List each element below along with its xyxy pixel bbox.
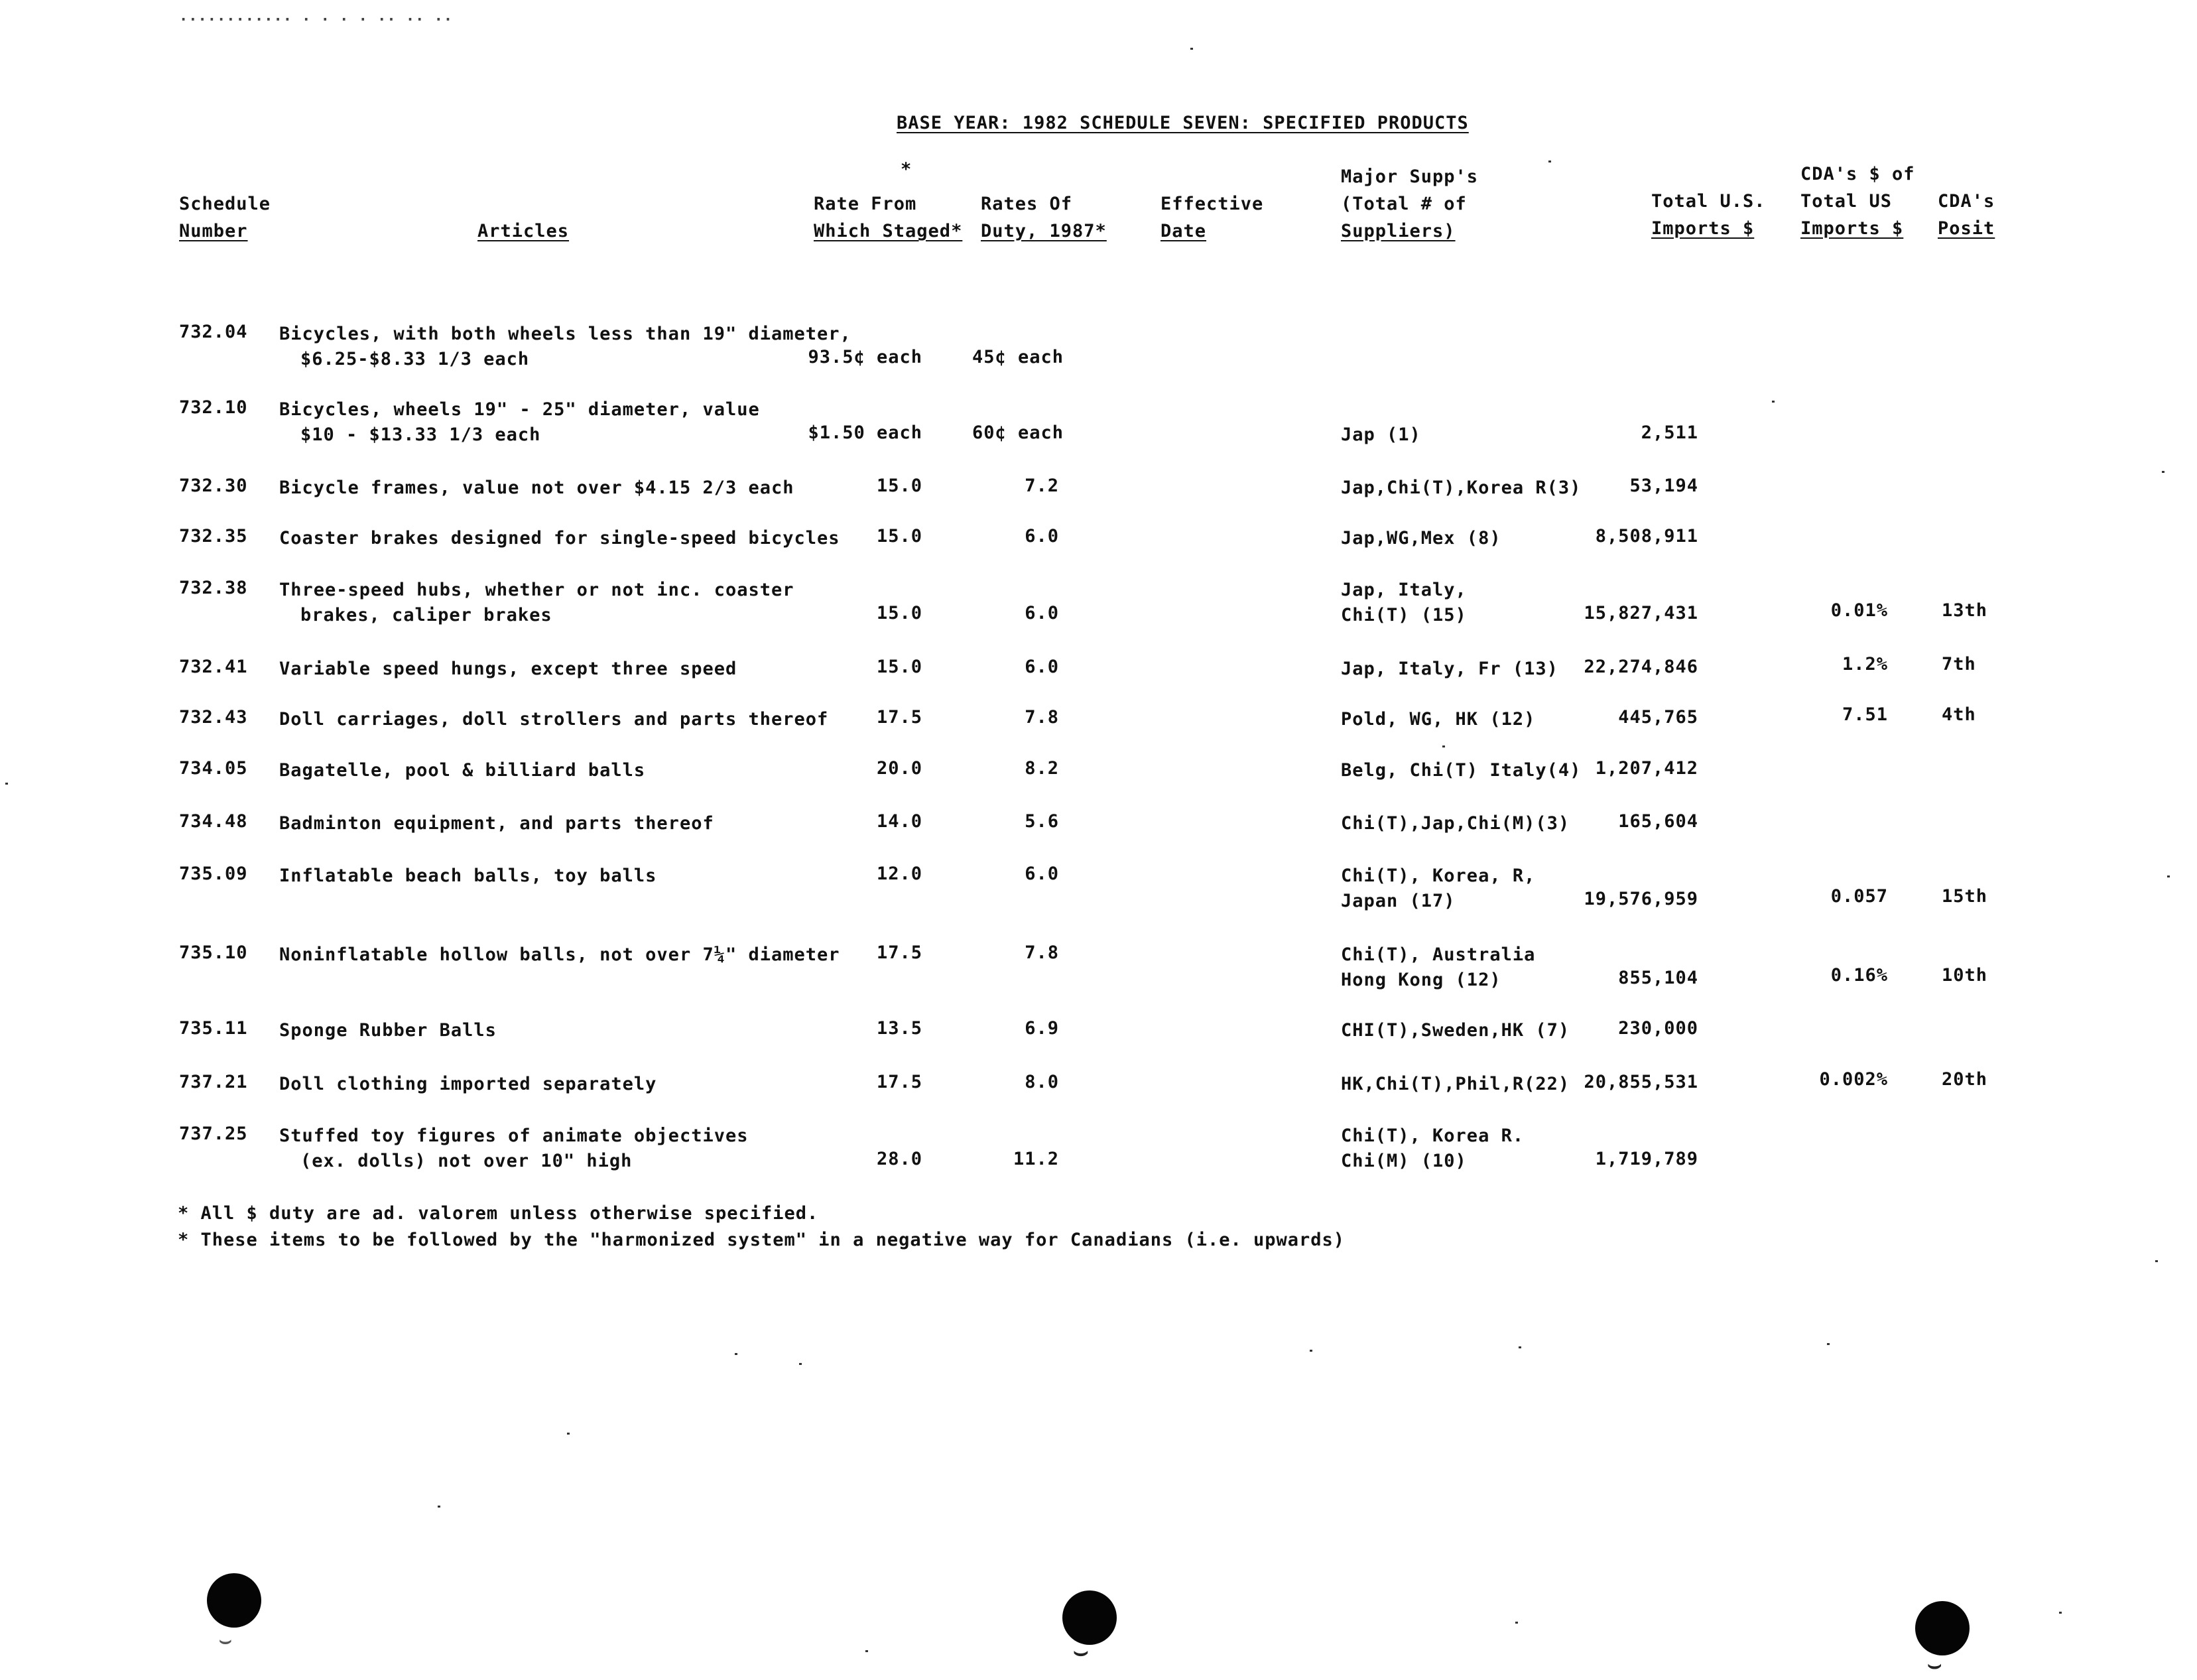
total-us-imports: 1,207,412 [1595, 758, 1698, 779]
scan-speck [735, 1353, 737, 1355]
article-text: Variable speed hungs, except three speed [279, 659, 737, 679]
cda-position: 7th [1942, 654, 1976, 675]
header-supps-line2: (Total # of [1341, 194, 1467, 214]
header-effective-line1: Effective [1161, 194, 1264, 214]
scan-speck [1442, 745, 1445, 747]
header-asterisk: * [901, 159, 912, 180]
schedule-number: 735.10 [179, 942, 248, 963]
article-text: Coaster brakes designed for single-speed bicycles [279, 528, 840, 549]
binder-hole-center [1062, 1590, 1117, 1645]
total-us-imports: 2,511 [1641, 422, 1698, 443]
duty-rate-value: 6.0 [1025, 526, 1059, 547]
cda-share-value: 0.002% [1819, 1069, 1888, 1090]
duty-rate-value: 5.6 [1025, 811, 1059, 832]
schedule-number: 735.09 [179, 864, 248, 884]
header-rate-from [814, 190, 962, 245]
header-total-us [1651, 188, 1766, 242]
scan-speck [865, 1650, 868, 1652]
rate-from-value: 12.0 [876, 864, 922, 884]
footnotes [178, 1200, 1345, 1254]
binder-hole-left-mark: ⌣ [219, 1629, 233, 1652]
supplier-text: Jap,WG,Mex (8) [1341, 528, 1501, 549]
total-us-imports: 15,827,431 [1584, 603, 1698, 623]
duty-rate-value: 6.0 [1025, 657, 1059, 677]
cda-share-value: 0.16% [1830, 965, 1888, 986]
cda-position: 10th [1942, 965, 1988, 986]
article-text: Noninflatable hollow balls, not over 7¼" diameter [279, 944, 840, 965]
duty-rate-value: 7.8 [1025, 942, 1059, 963]
duty-rate-value: 45¢ each [972, 347, 1064, 367]
article-text: Three-speed hubs, whether or not inc. coaster [279, 580, 794, 600]
total-us-imports: 1,719,789 [1595, 1149, 1698, 1169]
duty-rate-value: 8.2 [1025, 758, 1059, 779]
scan-speck [2059, 1612, 2062, 1614]
header-major-supps [1341, 163, 1478, 245]
cda-share-value: 0.01% [1830, 600, 1888, 621]
total-us-imports: 8,508,911 [1595, 526, 1698, 547]
header-rate-from-line2: Which Staged* [814, 221, 963, 241]
header-rate-from-line1: Rate From [814, 194, 917, 214]
supplier-text: Jap, Italy, [1341, 580, 1467, 600]
binder-hole-center-mark: ⌣ [1073, 1638, 1090, 1665]
article-text: brakes, caliper brakes [300, 605, 552, 625]
supplier-text: Chi(T), Korea, R, [1341, 866, 1536, 886]
total-us-imports: 855,104 [1618, 968, 1698, 988]
supplier-text: Hong Kong (12) [1341, 970, 1501, 990]
header-effective-date [1161, 190, 1263, 245]
binder-hole-left [207, 1573, 261, 1628]
supplier-text: Chi(T), Korea R. [1341, 1126, 1525, 1146]
rate-from-value: 17.5 [876, 707, 922, 728]
rate-from-value: 20.0 [876, 758, 922, 779]
article-text: $10 - $13.33 1/3 each [300, 424, 541, 445]
scan-speck [567, 1433, 570, 1435]
cda-position: 4th [1942, 704, 1976, 725]
article-text: Inflatable beach balls, toy balls [279, 866, 657, 886]
header-duty-line1: Rates Of [981, 194, 1073, 214]
scan-speck [1190, 48, 1193, 50]
header-duty-line2: Duty, 1987* [981, 221, 1107, 241]
rate-from-value: 17.5 [876, 1072, 922, 1092]
header-effective-line2: Date [1161, 221, 1207, 241]
article-text: Sponge Rubber Balls [279, 1020, 497, 1041]
supplier-text: Jap,Chi(T),Korea R(3) [1341, 478, 1582, 498]
supplier-text: Chi(T), Australia [1341, 944, 1536, 965]
duty-rate-value: 7.2 [1025, 476, 1059, 496]
schedule-number: 732.41 [179, 657, 248, 677]
supplier-text: CHI(T),Sweden,HK (7) [1341, 1020, 1570, 1041]
supplier-text: Chi(M) (10) [1341, 1151, 1467, 1171]
article-text: Bicycles, with both wheels less than 19" diameter, [279, 324, 851, 344]
header-supps-line3: Suppliers) [1341, 221, 1456, 241]
total-us-imports: 230,000 [1618, 1018, 1698, 1039]
binder-hole-right-mark: ⌣ [1927, 1651, 1943, 1678]
rate-from-value: 15.0 [876, 476, 922, 496]
header-posit-line2: Posit [1938, 218, 1995, 239]
duty-rate-value: 60¢ each [972, 422, 1064, 443]
schedule-number: 734.05 [179, 758, 248, 779]
total-us-imports: 165,604 [1618, 811, 1698, 832]
supplier-text: HK,Chi(T),Phil,R(22) [1341, 1074, 1570, 1094]
article-text: Bagatelle, pool & billiard balls [279, 760, 646, 781]
schedule-number: 735.11 [179, 1018, 248, 1039]
schedule-number: 732.43 [179, 707, 248, 728]
cda-position: 15th [1942, 886, 1988, 907]
article-text: Bicycles, wheels 19" - 25" diameter, value [279, 399, 760, 420]
cda-share-value: 0.057 [1830, 886, 1888, 907]
scan-speck [2155, 1260, 2158, 1262]
cda-position: 20th [1942, 1069, 1988, 1090]
schedule-number: 732.35 [179, 526, 248, 547]
scan-speck [1515, 1622, 1518, 1624]
header-schedule-line2: Number [179, 221, 248, 241]
rate-from-value: 14.0 [876, 811, 922, 832]
top-scrap-text: ............ . . . . .. .. .. [179, 8, 454, 25]
duty-rate-value: 8.0 [1025, 1072, 1059, 1092]
header-articles-label: Articles [477, 221, 570, 241]
scan-speck [1519, 1346, 1521, 1348]
supplier-text: Chi(T) (15) [1341, 605, 1467, 625]
supplier-text: Japan (17) [1341, 891, 1456, 911]
article-text: Doll clothing imported separately [279, 1074, 657, 1094]
header-rates-of-duty [981, 190, 1107, 245]
duty-rate-value: 7.8 [1025, 707, 1059, 728]
rate-from-value: 15.0 [876, 526, 922, 547]
schedule-number: 732.30 [179, 476, 248, 496]
total-us-imports: 53,194 [1629, 476, 1698, 496]
header-cda-pct-line2: Total US [1800, 191, 1893, 212]
scan-speck [2162, 471, 2165, 473]
schedule-number: 737.21 [179, 1072, 248, 1092]
footnote-2: * These items to be followed by the "harmonized system" in a negative way for Canadians (i.e. upwards) [178, 1230, 1346, 1250]
total-us-imports: 20,855,531 [1584, 1072, 1698, 1092]
scan-speck [1772, 401, 1775, 403]
rate-from-value: 15.0 [876, 603, 922, 623]
scan-speck [1310, 1350, 1312, 1352]
scan-speck [1548, 161, 1551, 162]
header-posit-line1: CDA's [1938, 191, 1995, 212]
header-cda-pct-line3: Imports $ [1800, 218, 1904, 239]
rate-from-value: 13.5 [876, 1018, 922, 1039]
header-total-line1: Total U.S. [1651, 191, 1766, 212]
schedule-number: 732.04 [179, 322, 248, 342]
duty-rate-value: 6.0 [1025, 864, 1059, 884]
schedule-number: 732.38 [179, 578, 248, 598]
supplier-text: Belg, Chi(T) Italy(4) [1341, 760, 1582, 781]
page-title: BASE YEAR: 1982 SCHEDULE SEVEN: SPECIFIED PRODUCTS [897, 113, 1469, 133]
cda-share-value: 7.51 [1842, 704, 1888, 725]
article-text: Badminton equipment, and parts thereof [279, 813, 714, 834]
total-us-imports: 19,576,959 [1584, 889, 1698, 909]
schedule-number: 732.10 [179, 397, 248, 418]
duty-rate-value: 6.0 [1025, 603, 1059, 623]
total-us-imports: 22,274,846 [1584, 657, 1698, 677]
header-total-line2: Imports $ [1651, 218, 1755, 239]
total-us-imports: 445,765 [1618, 707, 1698, 728]
rate-from-value: 28.0 [876, 1149, 922, 1169]
article-text: Bicycle frames, value not over $4.15 2/3 each [279, 478, 794, 498]
article-text: $6.25-$8.33 1/3 each [300, 349, 530, 369]
cda-share-value: 1.2% [1842, 654, 1888, 675]
header-schedule-number [179, 190, 271, 245]
article-text: (ex. dolls) not over 10" high [300, 1151, 633, 1171]
scan-speck [1827, 1343, 1830, 1345]
rate-from-value: 15.0 [876, 657, 922, 677]
header-schedule-line1: Schedule [179, 194, 271, 214]
scan-speck [799, 1363, 802, 1365]
supplier-text: Jap, Italy, Fr (13) [1341, 659, 1558, 679]
cda-position: 13th [1942, 600, 1988, 621]
schedule-number: 734.48 [179, 811, 248, 832]
header-cda-pct [1800, 161, 1915, 242]
scan-speck [438, 1506, 440, 1508]
supplier-text: Chi(T),Jap,Chi(M)(3) [1341, 813, 1570, 834]
binder-hole-right [1915, 1601, 1970, 1655]
scan-speck [5, 783, 8, 785]
supplier-text: Pold, WG, HK (12) [1341, 709, 1536, 730]
header-cda-pct-line1: CDA's $ of [1800, 164, 1915, 184]
scan-speck [2167, 875, 2170, 877]
header-supps-line1: Major Supp's [1341, 166, 1479, 187]
supplier-text: Jap (1) [1341, 424, 1421, 445]
article-text: Stuffed toy figures of animate objectives [279, 1126, 749, 1146]
header-cda-posit [1938, 188, 1995, 242]
schedule-number: 737.25 [179, 1124, 248, 1144]
rate-from-value: $1.50 each [808, 422, 922, 443]
rate-from-value: 17.5 [876, 942, 922, 963]
rate-from-value: 93.5¢ each [808, 347, 922, 367]
footnote-1: * All $ duty are ad. valorem unless otherwise specified. [178, 1203, 819, 1224]
article-text: Doll carriages, doll strollers and parts thereof [279, 709, 829, 730]
header-articles [477, 218, 569, 245]
duty-rate-value: 11.2 [1013, 1149, 1059, 1169]
duty-rate-value: 6.9 [1025, 1018, 1059, 1039]
